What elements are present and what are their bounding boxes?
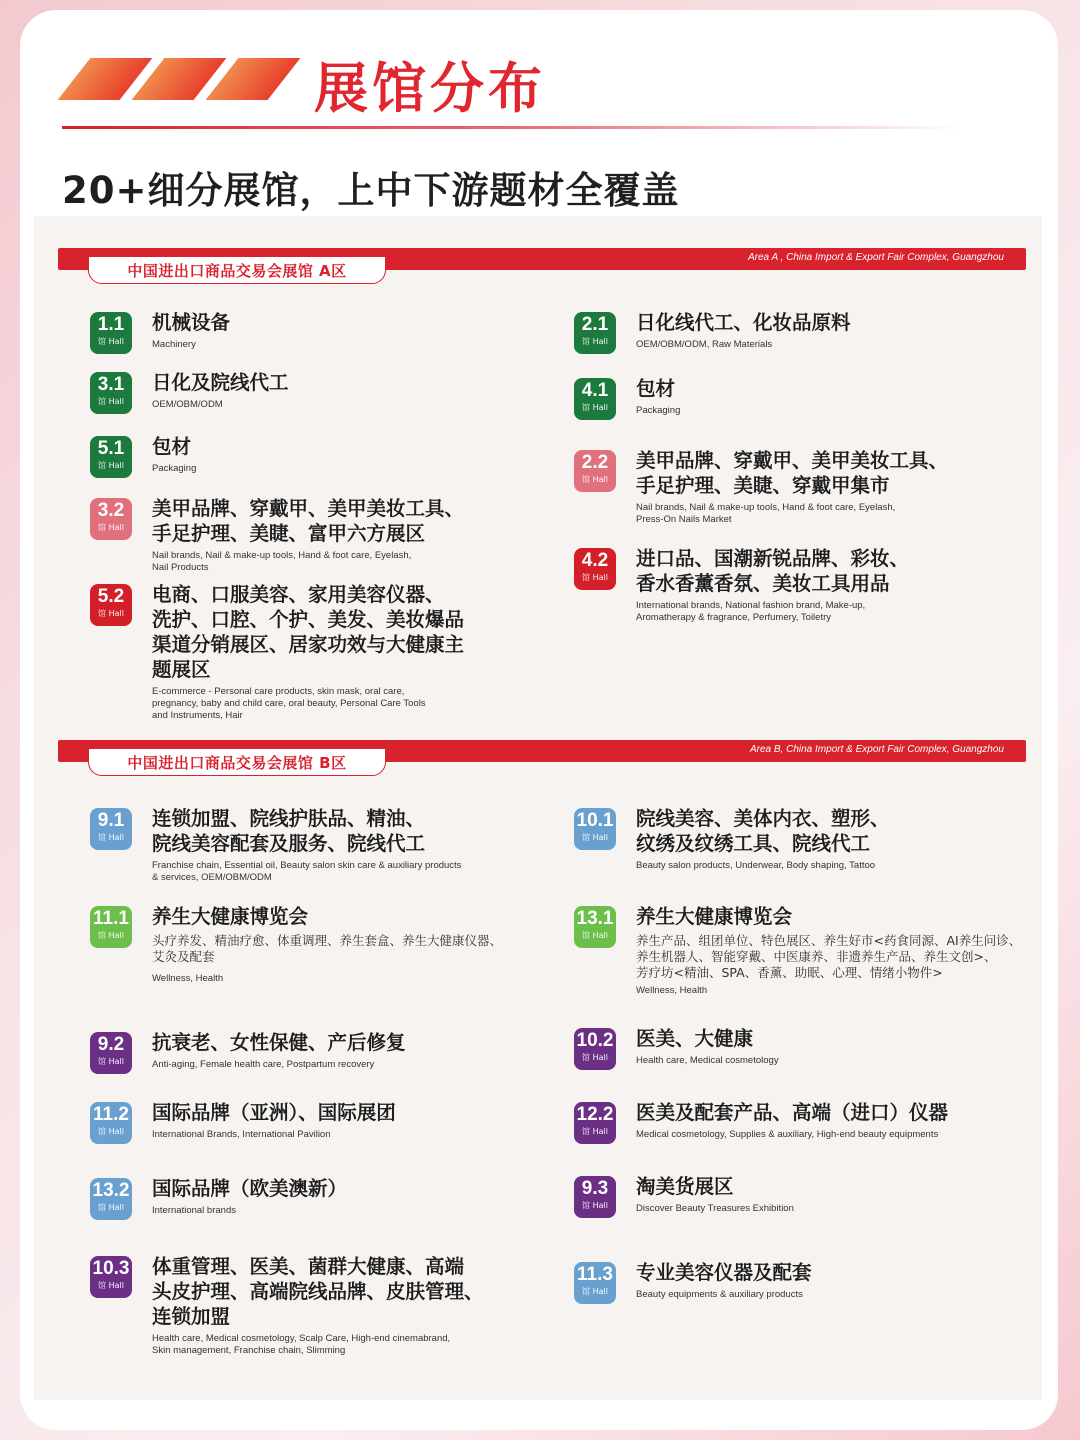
hall-english: Discover Beauty Treasures Exhibition [636, 1203, 794, 1214]
hall-badge: 11.1 馆 Hall [90, 906, 132, 948]
area-b-tag [88, 748, 386, 776]
hall-english: Beauty salon products, Underwear, Body shaping, Tattoo [636, 860, 876, 871]
hall-name: 养生大健康博览会 [636, 905, 793, 928]
hall-name: 院线美容、美体内衣、塑形、 纹绣及纹绣工具、院线代工 [636, 807, 890, 855]
hall-badge: 9.1 馆 Hall [90, 808, 132, 850]
area-b-english: Area B, China Import & Export Fair Complex, Guangzhou [749, 744, 1004, 755]
hall-badge: 3.2 馆 Hall [90, 498, 132, 540]
hall-english: OEM/OBM/ODM [152, 399, 223, 410]
hall-badge: 3.1 馆 Hall [90, 372, 132, 414]
hall-detail: 养生产品、组团单位、特色展区、养生好市<药食同源、AI养生问诊、 养生机器人、智能穿戴、中医康养、非遗养生产品、养生文创>、 芳疗坊<精油、SPA、香薰、助眠、心理、情绪小物件> [636, 933, 1022, 980]
hall-badge: 13.1 馆 Hall [574, 906, 616, 948]
hall-english: Wellness, Health [152, 973, 224, 984]
hall-badge: 10.2 馆 Hall [574, 1028, 616, 1070]
hall-badge: 9.3 馆 Hall [574, 1176, 616, 1218]
hall-name: 日化线代工、化妆品原料 [636, 311, 851, 334]
hall-name: 专业美容仪器及配套 [636, 1261, 812, 1284]
hall-badge: 4.2 馆 Hall [574, 548, 616, 590]
hall-name: 包材 [636, 377, 676, 400]
hall-english: Nail brands, Nail & make-up tools, Hand & foot care, Eyelash, Press-On Nails Market [636, 502, 896, 525]
hall-english: Packaging [152, 463, 197, 474]
hall-english: International brands [152, 1205, 236, 1216]
page-subtitle: 20+细分展馆，上中下游题材全覆盖 [62, 169, 680, 212]
hall-badge: 12.2 馆 Hall [574, 1102, 616, 1144]
hall-name: 机械设备 [152, 311, 231, 334]
hall-english: Health care, Medical cosmetology [636, 1055, 779, 1066]
hall-name: 抗衰老、女性保健、产后修复 [152, 1031, 406, 1054]
hall-english: Packaging [636, 405, 681, 416]
hall-badge: 1.1 馆 Hall [90, 312, 132, 354]
hall-name: 日化及院线代工 [152, 371, 289, 394]
hall-name: 美甲品牌、穿戴甲、美甲美妆工具、 手足护理、美睫、富甲六方展区 [152, 497, 465, 545]
hall-english: International Brands, International Pavilion [152, 1129, 331, 1140]
hall-name: 连锁加盟、院线护肤品、精油、 院线美容配套及服务、院线代工 [152, 807, 426, 855]
hall-english: Beauty equipments & auxiliary products [636, 1289, 803, 1300]
hall-name: 包材 [152, 435, 192, 458]
hall-badge: 5.2 馆 Hall [90, 584, 132, 626]
hall-name: 医美、大健康 [636, 1027, 754, 1050]
hall-badge: 5.1 馆 Hall [90, 436, 132, 478]
hall-name: 国际品牌（亚洲）、国际展团 [152, 1101, 396, 1124]
hall-english: Franchise chain, Essential oil, Beauty salon skin care & auxiliary products & services, OEM/OBM/ODM [152, 860, 462, 883]
hall-badge: 2.1 馆 Hall [574, 312, 616, 354]
hall-english: Nail brands, Nail & make-up tools, Hand & foot care, Eyelash, Nail Products [152, 550, 412, 573]
hall-english: E-commerce - Personal care products, skin mask, oral care, pregnancy, baby and child care, oral beauty, Personal Care Tools and Instruments, Hair [152, 686, 426, 721]
hall-badge: 2.2 馆 Hall [574, 450, 616, 492]
hall-name: 淘美货展区 [636, 1175, 734, 1198]
hall-badge: 11.3 馆 Hall [574, 1262, 616, 1304]
page-title: 展馆分布 [314, 57, 546, 120]
hall-name: 体重管理、医美、菌群大健康、高端 头皮护理、高端院线品牌、皮肤管理、 连锁加盟 [152, 1255, 484, 1328]
hall-badge: 9.2 馆 Hall [90, 1032, 132, 1074]
hall-badge: 4.1 馆 Hall [574, 378, 616, 420]
hall-name: 美甲品牌、穿戴甲、美甲美妆工具、 手足护理、美睫、穿戴甲集市 [636, 449, 949, 497]
hall-english: Health care, Medical cosmetology, Scalp Care, High-end cinemabrand, Skin management, Franchise chain, Slimming [152, 1333, 451, 1356]
hall-english: Anti-aging, Female health care, Postpartum recovery [152, 1059, 375, 1070]
area-a-tag [88, 256, 386, 284]
hall-name: 养生大健康博览会 [152, 905, 309, 928]
hall-detail: 头疗养发、精油疗愈、体重调理、养生套盒、养生大健康仪器、 艾灸及配套 [152, 933, 503, 964]
hall-name: 医美及配套产品、高端（进口）仪器 [636, 1101, 949, 1124]
hall-badge: 10.3 馆 Hall [90, 1256, 132, 1298]
hall-name: 国际品牌（欧美澳新） [152, 1177, 348, 1200]
hall-english: OEM/OBM/ODM, Raw Materials [636, 339, 773, 350]
title-divider [62, 126, 962, 129]
area-a-english: Area A , China Import & Export Fair Complex, Guangzhou [747, 252, 1004, 263]
hall-name: 电商、口服美容、家用美容仪器、 洗护、口腔、个护、美发、美妆爆品 渠道分销展区、居家功效与大健康主 题展区 [152, 583, 465, 681]
hall-badge: 11.2 馆 Hall [90, 1102, 132, 1144]
area-a-name: 中国进出口商品交易会展馆 A区 [127, 261, 347, 280]
hall-english: International brands, National fashion brand, Make-up, Aromatherapy & fragrance, Perfumery, Toiletry [636, 600, 866, 623]
hall-badge: 13.2 馆 Hall [90, 1178, 132, 1220]
area-b-name: 中国进出口商品交易会展馆 B区 [127, 753, 347, 772]
decorative-stripes [62, 58, 292, 100]
hall-english: Wellness, Health [636, 985, 708, 996]
hall-english: Machinery [152, 339, 196, 350]
hall-english: Medical cosmetology, Supplies & auxiliary, High-end beauty equipments [636, 1129, 939, 1140]
hall-name: 进口品、国潮新锐品牌、彩妆、 香水香薰香氛、美妆工具用品 [636, 547, 910, 595]
hall-badge: 10.1 馆 Hall [574, 808, 616, 850]
